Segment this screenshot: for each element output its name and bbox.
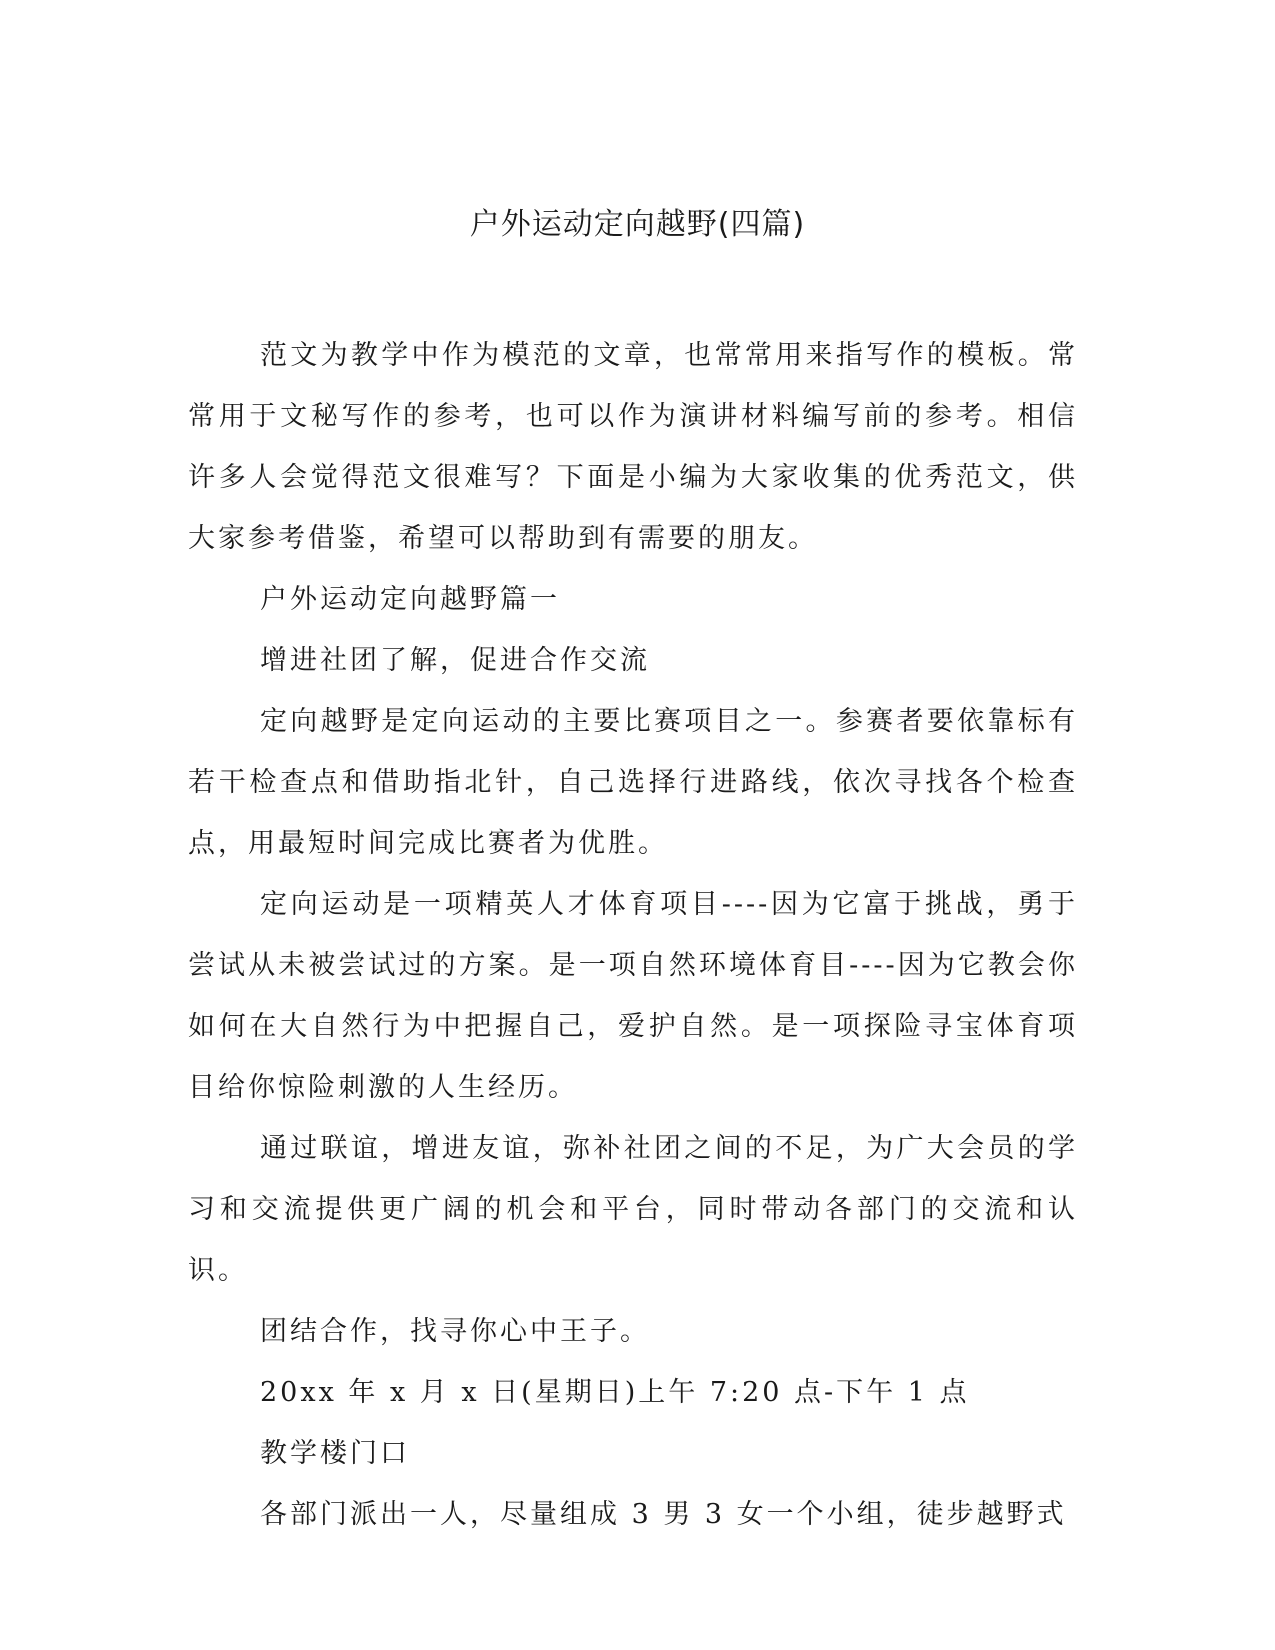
- intro-paragraph: 范文为教学中作为模范的文章，也常常用来指写作的模板。常常用于文秘写作的参考，也可以作为演讲材料编写前的参考。相信许多人会觉得范文很难写？下面是小编为大家收集的优秀范文，供大家参考借鉴，希望可以帮助到有需要的朋友。: [188, 340, 1078, 554]
- event-theme-paragraph: 增进社团了解，促进合作交流: [260, 645, 650, 676]
- orienteering-definition-paragraph: 定向越野是定向运动的主要比赛项目之一。参赛者要依靠标有若干检查点和借助指北针，自己选择行进路线，依次寻找各个检查点，用最短时间完成比赛者为优胜。: [188, 706, 1078, 859]
- event-location-paragraph: 教学楼门口: [260, 1438, 410, 1469]
- event-slogan-paragraph: 团结合作，找寻你心中王子。: [260, 1316, 650, 1347]
- event-time-paragraph: 20xx 年 x 月 x 日(星期日)上午 7:20 点-下午 1 点: [260, 1377, 970, 1408]
- orienteering-value-paragraph: 定向运动是一项精英人才体育项目----因为它富于挑战，勇于尝试从未被尝试过的方案。是一项自然环境体育目----因为它教会你如何在大自然行为中把握自己，爱护自然。是一项探险寻宝体育项目给你惊险刺激的人生经历。: [188, 889, 1078, 1103]
- event-purpose-paragraph: 通过联谊，增进友谊，弥补社团之间的不足，为广大会员的学习和交流提供更广阔的机会和平台，同时带动各部门的交流和认识。: [188, 1133, 1078, 1286]
- document-body: [188, 325, 1078, 1545]
- document-title: 户外运动定向越野(四篇): [469, 207, 806, 242]
- event-participants-paragraph: 各部门派出一人，尽量组成 3 男 3 女一个小组，徒步越野式: [260, 1499, 1067, 1530]
- section-heading-1: 户外运动定向越野篇一: [260, 584, 560, 615]
